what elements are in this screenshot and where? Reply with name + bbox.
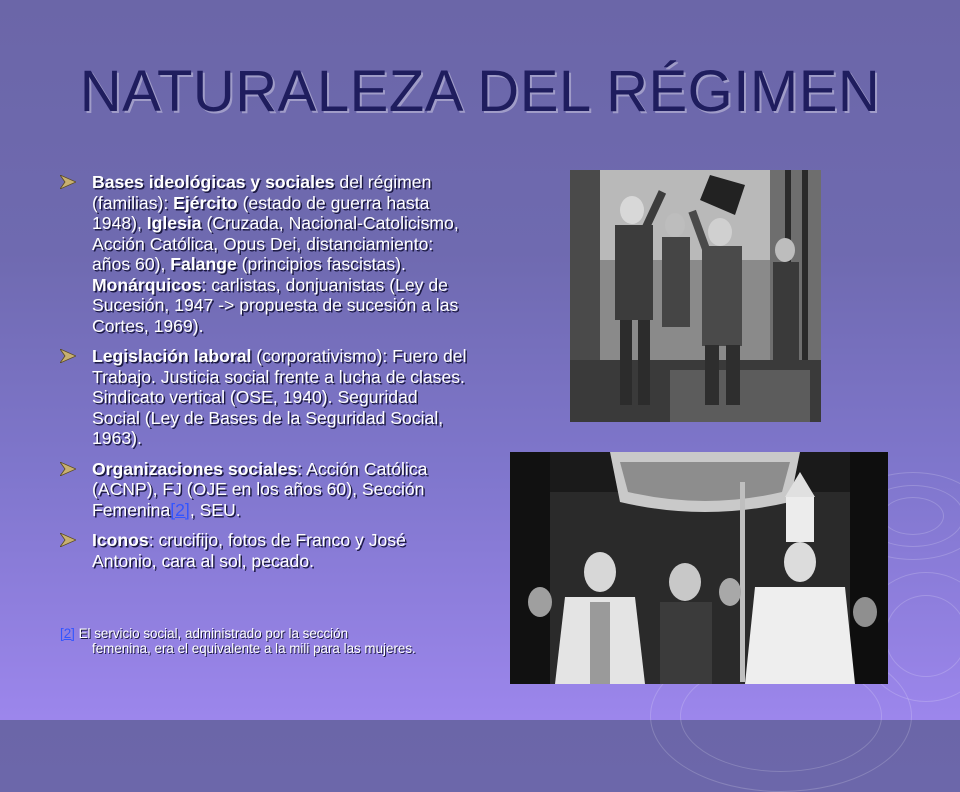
bullet-text: : crucifijo, fotos de Franco y José Antonio, cara al sol, pecado.: [92, 530, 406, 571]
arrow-bullet-icon: [60, 349, 76, 363]
bullet-bases-ideologicas: [60, 172, 470, 336]
bullet-text: (estado de guerra hasta 1948),: [92, 192, 430, 233]
bullet-term: Falange: [170, 254, 237, 274]
historical-photo-ceremony: [510, 452, 888, 684]
bullet-term: Bases ideológicas y sociales: [92, 172, 335, 192]
bullet-term: Ejército: [173, 192, 238, 213]
bullet-term: Monárquicos: [92, 274, 202, 295]
footnote-ref-link[interactable]: [2]: [170, 499, 190, 520]
footnote: [60, 626, 420, 656]
bullet-term: Iglesia: [146, 213, 202, 233]
bullet-text: : Acción Católica (ACNP), FJ (OJE en los años 60), Sección Femenina: [92, 458, 428, 520]
arrow-bullet-icon: [60, 175, 76, 189]
historical-photo-parade: [570, 170, 821, 422]
footnote-back-link[interactable]: [2]: [60, 626, 75, 641]
bullet-organizaciones-sociales: [60, 459, 470, 521]
arrow-bullet-icon: [60, 462, 76, 476]
bullet-text: : carlistas, donjuanistas (Ley de Sucesión, 1947 -> propuesta de sucesión a las Cortes, 1969).: [92, 274, 459, 336]
bullet-legislacion-laboral: [60, 346, 470, 449]
arrow-bullet-icon: [60, 533, 76, 547]
footnote-text-continued: femenina, era el equivalente a la mili para las mujeres.: [92, 641, 416, 656]
bullet-iconos: [60, 530, 470, 571]
bullet-text: (principios fascistas).: [236, 254, 406, 274]
slide-title: NATURALEZA DEL RÉGIMEN: [79, 59, 881, 124]
bullet-text: (Cruzada, Nacional-Catolicismo, Acción Católica, Opus Dei, distanciamiento: años 60),: [92, 213, 459, 274]
bullet-term: Iconos: [92, 530, 149, 550]
bullet-list: [60, 172, 470, 581]
bullet-text: , SEU.: [189, 499, 241, 520]
bullet-term: Organizaciones sociales: [92, 458, 298, 479]
footnote-text: El servicio social, administrado por la sección: [74, 626, 349, 641]
bullet-text: (corporativismo): Fuero del Trabajo. Justicia social frente a lucha de clases. Sindicato vertical (OSE, 1940). Seguridad Social (Ley de Bases de la Seguridad Social, 1963).: [92, 346, 467, 448]
bullet-text: del régimen (familias):: [92, 172, 432, 213]
bullet-term: Legislación laboral: [92, 346, 252, 366]
